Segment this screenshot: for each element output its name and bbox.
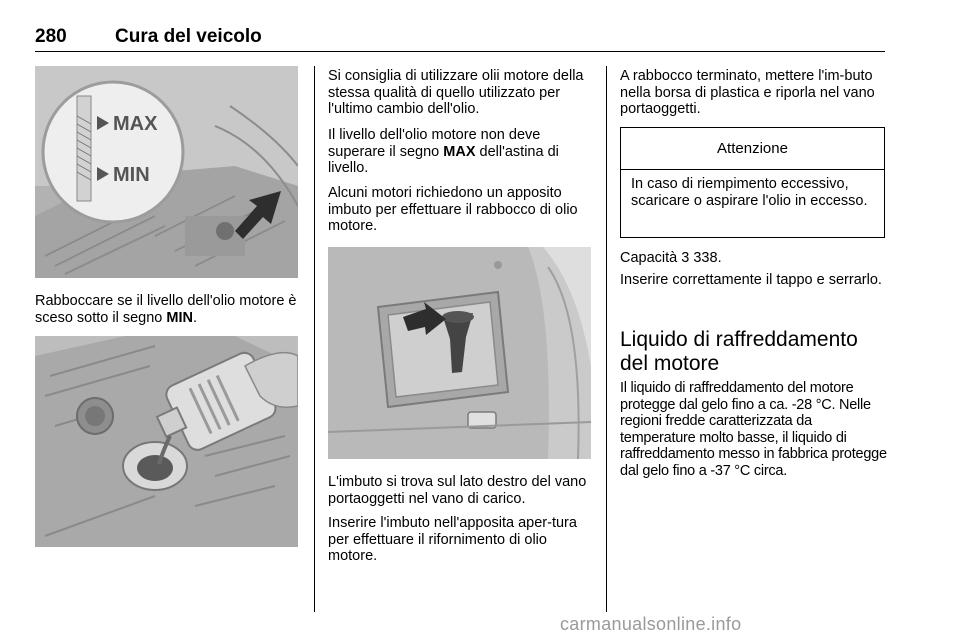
page-header bbox=[35, 26, 885, 52]
page-number: 280 bbox=[35, 26, 67, 47]
max-mark-label: MAX bbox=[113, 113, 158, 135]
paragraph-funnel-required: Alcuni motori richiedono un apposito imbuto per effettuare il rabbocco di olio motore. bbox=[328, 185, 578, 235]
paragraph-insert-funnel: Inserire l'imbuto nell'apposita aper-tura per effettuare il rifornimento di olio motore. bbox=[328, 515, 577, 565]
paragraph-funnel-location: L'imbuto si trova sul lato destro del vano portaoggetti nel vano di carico. bbox=[328, 474, 587, 507]
watermark: carmanualsonline.info bbox=[560, 614, 742, 634]
figure-funnel-storage bbox=[328, 247, 591, 459]
column-divider-1 bbox=[314, 66, 315, 612]
max-bold: MAX bbox=[443, 143, 476, 160]
paragraph-capacity: Capacità 3 338. bbox=[620, 250, 722, 266]
figure-dipstick bbox=[35, 66, 298, 278]
column-divider-2 bbox=[606, 66, 607, 612]
paragraph-refill-below-min: Rabboccare se il livello dell'olio motore è sceso sotto il segno MIN. bbox=[35, 293, 297, 326]
paragraph-after-refill: A rabbocco terminato, mettere l'im-buto nella borsa di plastica e riporla nel vano portaoggetti. bbox=[620, 68, 875, 118]
paragraph-close-cap: Inserire correttamente il tappo e serrarlo. bbox=[620, 272, 882, 288]
attention-title: Attenzione bbox=[621, 128, 884, 170]
page-reference-arrow-icon: 3 bbox=[681, 250, 690, 266]
chapter-title: Cura del veicolo bbox=[115, 26, 262, 47]
attention-box bbox=[620, 127, 885, 238]
attention-body: In caso di riempimento eccessivo, scaricare o aspirare l'olio in eccesso. bbox=[631, 176, 868, 209]
paragraph-coolant-protection: Il liquido di raffreddamento del motore protegge dal gelo fino a ca. -28 °C. Nelle regioni fredde caratterizzata da temperature molto basse, il liquido di raffreddamento messo in fabbrica protegge dal gelo fino a -37 °C circa. bbox=[620, 380, 887, 479]
section-heading-coolant: Liquido di raffreddamento del motore bbox=[620, 328, 858, 375]
figure-pouring-oil bbox=[35, 336, 298, 547]
header-rule bbox=[35, 51, 885, 52]
min-bold: MIN bbox=[166, 309, 193, 326]
min-mark-label: MIN bbox=[113, 164, 150, 186]
paragraph-oil-quality: Si consiglia di utilizzare olii motore della stessa qualità di quello utilizzato per l'ultimo cambio dell'olio. bbox=[328, 68, 584, 118]
paragraph-max-level: Il livello dell'olio motore non deve superare il segno MAX dell'astina di livello. bbox=[328, 127, 559, 177]
